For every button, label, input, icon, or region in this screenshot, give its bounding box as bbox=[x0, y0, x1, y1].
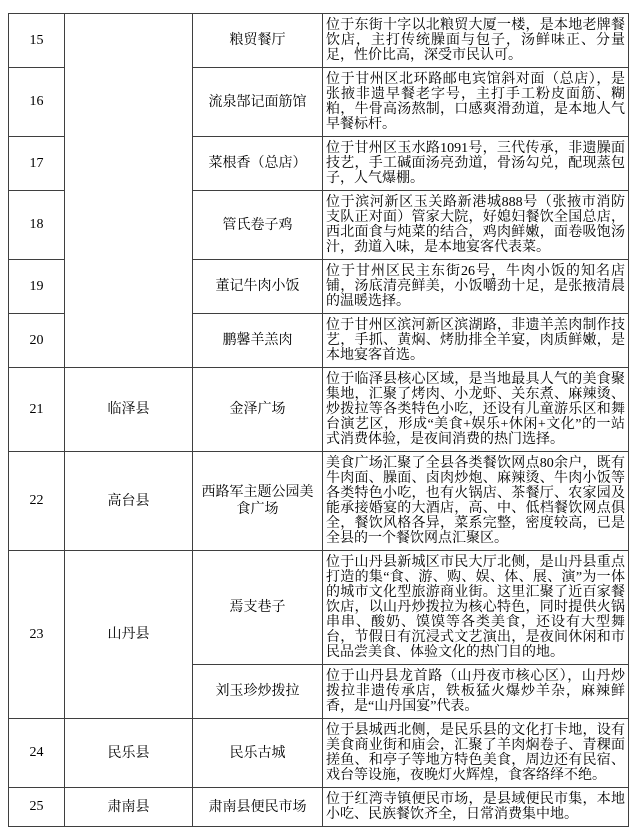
description-cell: 位于县城西北侧，是民乐县的文化打卡地，设有美食商业街和庙会，汇聚了羊肉焖卷子、青稞面搓鱼、和亭子等地方特色美食，周边还有民宿、戏台等设施，夜晚灯火辉煌，食客络绎不绝。 bbox=[323, 719, 629, 788]
row-number-cell: 22 bbox=[9, 452, 65, 551]
venue-name-cell: 民乐古城 bbox=[193, 719, 323, 788]
description-cell: 位于甘州区北环路邮电宾馆斜对面（总店），是张掖非遗早餐老字号，主打手工粉皮面筋、糊粕，牛骨高汤熬制，口感爽滑劲道，是本地人气早餐标杆。 bbox=[323, 68, 629, 137]
venue-name-cell: 流泉郜记面筋馆 bbox=[193, 68, 323, 137]
venue-name-cell: 董记牛肉小饭 bbox=[193, 260, 323, 314]
venue-name-cell: 粮贸餐厅 bbox=[193, 14, 323, 68]
description-cell: 位于滨河新区玉关路新港城888号（张掖市消防支队正对面）管家大院，好媳妇餐饮全国总店，西北面食与炖菜的结合，鸡肉鲜嫩，面卷吸饱汤汁，劲道入味，是本地宴客代表菜。 bbox=[323, 191, 629, 260]
row-number-cell: 19 bbox=[9, 260, 65, 314]
description-cell: 位于红湾寺镇便民市场，是县域便民市集，本地小吃、民族餐饮齐全，日常消费集中地。 bbox=[323, 788, 629, 827]
table-row bbox=[9, 452, 629, 551]
table-row bbox=[9, 719, 629, 788]
row-number-cell: 21 bbox=[9, 368, 65, 452]
venue-name-cell: 肃南县便民市场 bbox=[193, 788, 323, 827]
venue-name-cell: 金泽广场 bbox=[193, 368, 323, 452]
description-cell: 位于山丹县龙首路（山丹夜市核心区），山丹炒拨拉非遗传承店，铁板猛火爆炒羊杂，麻辣鲜香，是“山丹国宴”代表。 bbox=[323, 665, 629, 719]
description-cell: 位于甘州区滨河新区滨湖路，非遗羊羔肉制作技艺，手抓、黄焖、烤肋排全羊宴，肉质鲜嫩，是本地宴客首选。 bbox=[323, 314, 629, 368]
venue-name-cell: 管氏卷子鸡 bbox=[193, 191, 323, 260]
description-cell: 位于甘州区民主东街26号，牛肉小饭的知名店铺，汤底清亮鲜美，小饭嚼劲十足，是张掖清晨的温暖选择。 bbox=[323, 260, 629, 314]
row-number-cell: 25 bbox=[9, 788, 65, 827]
venue-name-cell: 焉支巷子 bbox=[193, 551, 323, 665]
venue-name-cell: 鹏馨羊羔肉 bbox=[193, 314, 323, 368]
venue-name-cell: 菜根香（总店） bbox=[193, 137, 323, 191]
description-cell: 位于山丹县新城区市民大厅北侧，是山丹县重点打造的集“食、游、购、娱、体、展、演”为一体的城市文化型旅游商业街。这里汇聚了近百家餐饮店，以山丹炒拨拉为核心特色，同时提供火锅串串、酸奶、馍馍等各类美食，还设有大型舞台，节假日有沉浸式文艺演出，是夜间休闲和市民品尝美食、体验文化的热门目的地。 bbox=[323, 551, 629, 665]
table-row bbox=[9, 368, 629, 452]
description-cell: 位于甘州区玉水路1091号，三代传承，非遗臊面技艺，手工碱面汤亮劲道，骨汤勾兑，配现蒸包子，人气爆棚。 bbox=[323, 137, 629, 191]
table-row bbox=[9, 14, 629, 68]
county-cell: 民乐县 bbox=[65, 719, 193, 788]
table-row bbox=[9, 788, 629, 827]
row-number-cell: 20 bbox=[9, 314, 65, 368]
row-number-cell: 18 bbox=[9, 191, 65, 260]
county-cell: 肃南县 bbox=[65, 788, 193, 827]
venue-name-cell: 刘玉珍炒拨拉 bbox=[193, 665, 323, 719]
row-number-cell: 16 bbox=[9, 68, 65, 137]
county-cell: 临泽县 bbox=[65, 368, 193, 452]
row-number-cell: 17 bbox=[9, 137, 65, 191]
row-number-cell: 15 bbox=[9, 14, 65, 68]
description-cell: 位于东街十字以北粮贸大厦一楼，是本地老牌餐饮店，主打传统臊面与包子，汤鲜味正、分量足，性价比高，深受市民认可。 bbox=[323, 14, 629, 68]
venue-name-cell: 西路军主题公园美食广场 bbox=[193, 452, 323, 551]
description-cell: 美食广场汇聚了全县各类餐饮网点80余户，既有牛肉面、臊面、卤肉炒炮、麻辣烫、牛肉小饭等各类特色小吃，也有火锅店、茶餐厅、农家园及能承接婚宴的大酒店，高、中、低档餐饮网点俱全，餐饮风格各异，菜系完整，密度较高，已是全县的一个餐饮网点汇聚区。 bbox=[323, 452, 629, 551]
row-number-cell: 23 bbox=[9, 551, 65, 719]
county-cell: 山丹县 bbox=[65, 551, 193, 719]
county-cell bbox=[65, 14, 193, 368]
table-row bbox=[9, 551, 629, 665]
description-cell: 位于临泽县核心区域，是当地最具人气的美食聚集地，汇聚了烤肉、小龙虾、关东煮、麻辣烫、炒拨拉等各类特色小吃，还设有儿童游乐区和舞台演艺区，形成“美食+娱乐+休闲+文化”的一站式消费体验，是夜间消费的热门选择。 bbox=[323, 368, 629, 452]
food-venues-table bbox=[8, 13, 629, 827]
county-cell: 高台县 bbox=[65, 452, 193, 551]
row-number-cell: 24 bbox=[9, 719, 65, 788]
